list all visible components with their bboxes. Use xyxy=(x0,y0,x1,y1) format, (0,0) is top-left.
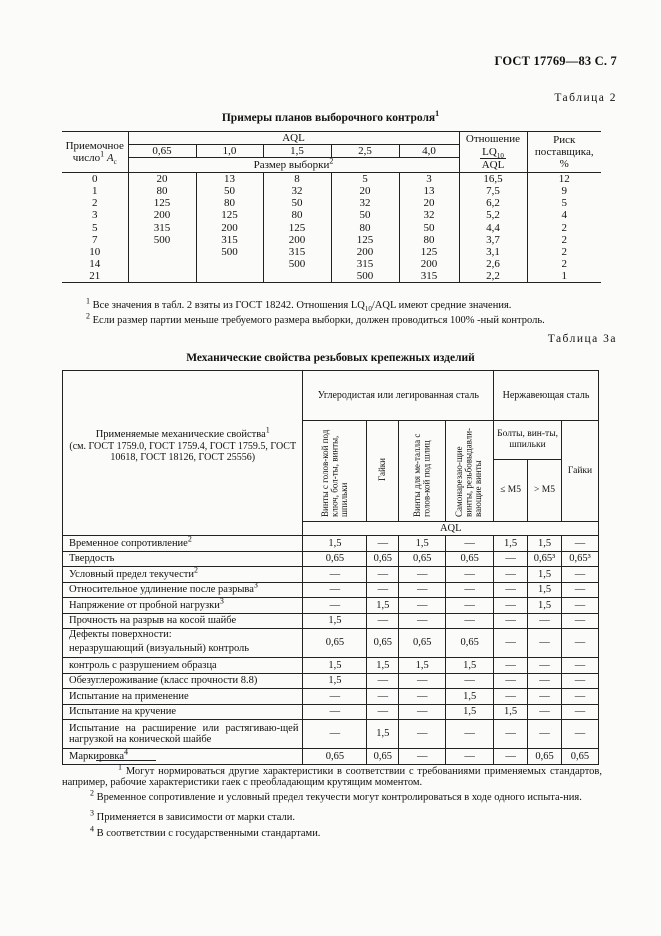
t2-cell-v: 20 xyxy=(331,185,399,197)
t2-cell-v: 500 xyxy=(331,270,399,283)
t2-cell-v: 315 xyxy=(128,222,196,234)
t3-cell: 1,5 xyxy=(494,536,528,552)
t2-aql-level: 4,0 xyxy=(399,145,459,158)
t2-row xyxy=(62,234,601,246)
t3-expansion-name xyxy=(63,720,303,749)
t3-cell: — xyxy=(367,567,399,583)
t3-cell: — xyxy=(528,689,562,705)
t3-cell: — xyxy=(446,749,494,765)
t2-cell-v: 500 xyxy=(263,258,331,270)
t3-cell: — xyxy=(494,720,528,749)
t3-col-bolts-ss: Болты, вин-ты, шпильки xyxy=(494,421,562,460)
t2-risk-l2: поставщика, xyxy=(534,146,594,159)
t3-cell: 1,5 xyxy=(303,658,367,674)
t2-accept-c: c xyxy=(113,158,117,167)
t3-cell: — xyxy=(446,673,494,689)
t2-cell-v: 32 xyxy=(331,197,399,209)
t2-cell-v xyxy=(196,258,263,270)
t3-cell: — xyxy=(303,689,367,705)
t3-cell: 0,65 xyxy=(367,749,399,765)
t3-row xyxy=(63,536,599,552)
t3-footnote-1: $^1$ Могут нормироваться другие характеристики в соответствии с требованиями применяемых стандартов, например, рабочие характеристики гаек с преобладающим крутящим моментом. xyxy=(62,762,603,788)
t3-cell: — xyxy=(528,704,562,720)
t3-cell: — xyxy=(561,658,598,674)
t3-cell: — xyxy=(561,689,598,705)
t3-col-metal-screws-text: Винты для ме-талла с голов-кой под шлиц xyxy=(411,433,432,517)
t3-row xyxy=(63,720,599,749)
t3-cell: — xyxy=(561,567,598,583)
t2-row xyxy=(62,185,601,197)
table2 xyxy=(62,131,601,283)
t2-cell-v: 80 xyxy=(399,234,459,246)
t3-row-name xyxy=(63,689,303,705)
t3-cell: — xyxy=(399,598,446,614)
table3a-title: Механические свойства резьбовых крепежных изделий xyxy=(186,352,475,364)
t3-row-name-sup: 3 xyxy=(253,580,258,590)
t3-cell: — xyxy=(446,720,494,749)
t3-col-self-tapping xyxy=(446,421,494,522)
t2-cell-risk: 9 xyxy=(527,185,601,197)
t3-row xyxy=(63,673,599,689)
t3-cell: — xyxy=(399,689,446,705)
t3-cell: — xyxy=(494,658,528,674)
t3-cell: — xyxy=(446,582,494,598)
t3-props-head-sup: 1 xyxy=(265,425,270,435)
t3-cell: — xyxy=(399,613,446,629)
t3-cell: — xyxy=(494,673,528,689)
t3-row-name-text: Испытание на расширение или растягиваю-щей нагрузкой на конической шайбе xyxy=(69,722,299,746)
t3-defects-d xyxy=(63,658,303,674)
t3-cell: — xyxy=(528,673,562,689)
t3-row xyxy=(63,567,599,583)
t2-row xyxy=(62,246,601,258)
table2-title xyxy=(0,109,661,124)
t2-cell-ac: 21 xyxy=(62,270,128,283)
t2-cell-ac: 7 xyxy=(92,233,98,246)
t3-cell: 1,5 xyxy=(446,704,494,720)
t2-cell-v: 315 xyxy=(399,270,459,283)
t3-cell: — xyxy=(494,551,528,567)
t2-cell-v: 125 xyxy=(263,222,331,234)
t3-row xyxy=(63,551,599,567)
t3-props-head-cont xyxy=(63,521,303,536)
t2-aql-level: 0,65 xyxy=(128,145,196,158)
t3-cell: — xyxy=(561,613,598,629)
t2-cell-ratio: 3,7 xyxy=(459,234,527,246)
t2-cell-v: 50 xyxy=(263,197,331,209)
t3-cell: — xyxy=(446,613,494,629)
t2-accept-a: A xyxy=(106,152,114,165)
t2-accept-head xyxy=(62,132,128,173)
t2-cell-v: 500 xyxy=(196,246,263,258)
t2-row xyxy=(62,197,601,209)
t2-cell-ac: 14 xyxy=(89,257,101,270)
t2-cell-v: 315 xyxy=(263,246,331,258)
t3-cell: — xyxy=(494,629,528,658)
t3-row-name-text: Прочность на разрыв на косой шайбе xyxy=(69,615,237,627)
t3-cell: — xyxy=(561,720,598,749)
t3-cell: 1,5 xyxy=(367,720,399,749)
t3-row xyxy=(63,689,599,705)
t3-row-name xyxy=(63,704,303,720)
t3-row-name xyxy=(63,749,303,765)
t2-cell-v: 315 xyxy=(331,258,399,270)
t3-cell: — xyxy=(446,567,494,583)
t3-col-screws xyxy=(303,421,367,522)
t2-risk-l3: % xyxy=(559,158,569,171)
t2-ratio-lq-sub: 10 xyxy=(496,151,504,160)
t3-row-name-text: Испытание на применение xyxy=(69,690,189,702)
t3-cell: 1,5 xyxy=(446,658,494,674)
t2-cell-risk: 2 xyxy=(527,258,601,270)
t2-cell-v: 80 xyxy=(331,222,399,234)
t3-row xyxy=(63,749,599,765)
t3-cell: — xyxy=(399,582,446,598)
t3-cell: 0,65 xyxy=(303,629,367,658)
t2-cell-v: 3 xyxy=(399,173,459,186)
t2-cell-ratio: 5,2 xyxy=(459,209,527,221)
table2-title-sup: 1 xyxy=(435,109,440,119)
t3-cell: — xyxy=(367,582,399,598)
t3-props-head-text: Применяемые механические свойства xyxy=(95,429,266,441)
t2-cell-v xyxy=(128,258,196,270)
t3-row-name-text: Маркировка xyxy=(69,750,125,762)
t3-cell: 0,65 xyxy=(303,551,367,567)
t3-cell: — xyxy=(399,567,446,583)
t3-row-defects-head xyxy=(63,629,599,642)
t3-cell: 0,65 xyxy=(528,749,562,765)
t3-col-nuts2: Гайки xyxy=(561,421,598,522)
t3-row-name-text: Напряжение от пробной нагрузки xyxy=(69,599,220,611)
t3-row-name-text: Относительное удлинение после разрыва xyxy=(69,584,254,596)
t3-cell: 1,5 xyxy=(303,536,367,552)
t2-cell-v: 13 xyxy=(399,185,459,197)
t3-cell: — xyxy=(494,598,528,614)
t2-cell-risk: 2 xyxy=(527,222,601,234)
t3-cell: — xyxy=(528,720,562,749)
t2-cell-v: 80 xyxy=(263,209,331,221)
t2-cell-v: 5 xyxy=(331,173,399,186)
t2-ratio-lq: LQ xyxy=(482,145,497,158)
t3-props-head xyxy=(63,371,303,522)
t2-fn1-sub: 10 xyxy=(364,305,372,314)
t3-cell: — xyxy=(561,598,598,614)
t3-cell: — xyxy=(303,720,367,749)
t2-cell-ac: 5 xyxy=(92,221,98,234)
t2-risk-head xyxy=(527,132,601,173)
t2-cell-ac: 0 xyxy=(92,173,98,186)
t2-cell-v: 125 xyxy=(399,246,459,258)
t2-cell-v: 125 xyxy=(196,209,263,221)
t3-cell: 1,5 xyxy=(528,582,562,598)
t3-cell: — xyxy=(399,704,446,720)
t3-fn3-text: Применяется в зависимости от марки стали. xyxy=(96,812,295,823)
t3-cell: 1,5 xyxy=(528,536,562,552)
t3-cell: — xyxy=(367,613,399,629)
footnote-rule xyxy=(96,760,156,761)
t3-cell: — xyxy=(494,582,528,598)
t3-cell: 1,5 xyxy=(528,598,562,614)
t3-col-screws-text: Винты с голов-кой под ключ, бол-ты, винты, шпильки xyxy=(319,429,349,517)
t3-fn1-text: Могут нормироваться другие характеристики в соответствии с требованиями применяемых стандартов, например, рабочие характеристики гаек с преобладающим крутящим моментом. xyxy=(62,766,603,788)
t2-cell-risk: 5 xyxy=(527,197,601,209)
t3-row xyxy=(63,598,599,614)
t3-cell: — xyxy=(399,749,446,765)
t3-row-name-text: Твердость xyxy=(69,553,115,565)
t2-cell-ac: 1 xyxy=(92,185,98,198)
t3-col-metal-screws xyxy=(399,421,446,522)
t2-accept-l1: Приемочное xyxy=(65,140,124,152)
t3-cell: — xyxy=(367,704,399,720)
t2-cell-v: 50 xyxy=(399,222,459,234)
t3-row xyxy=(63,658,599,674)
t3-cell: — xyxy=(446,536,494,552)
t2-cell-ratio: 7,5 xyxy=(459,185,527,197)
t3-fn4-text: В соответствии с государственными стандартами. xyxy=(96,828,321,839)
t3-cell: — xyxy=(367,536,399,552)
table3a xyxy=(62,370,599,765)
t3-props-ref: (см. ГОСТ 1759.0, ГОСТ 1759.4, ГОСТ 1759.5, ГОСТ 10618, ГОСТ 18126, ГОСТ 25556) xyxy=(69,440,297,463)
t3-cell: — xyxy=(446,598,494,614)
t3-col-nuts1-text: Гайки xyxy=(377,457,388,481)
t2-row xyxy=(62,222,601,234)
t2-fn1-end: /AQL имеют средние значения. xyxy=(371,300,512,311)
t2-cell-v: 125 xyxy=(128,197,196,209)
t3-col-le-m5: ≤ M5 xyxy=(494,459,528,521)
t3-cell: — xyxy=(561,673,598,689)
t3-cell: 0,65³ xyxy=(561,551,598,567)
t3-row-name-text: Обезуглероживание (класс прочности 8.8) xyxy=(69,675,258,687)
t2-cell-v: 200 xyxy=(399,258,459,270)
t2-cell-ac: 10 xyxy=(89,245,101,258)
t3-row-name-text: Испытание на кручение xyxy=(69,706,177,718)
t2-cell-risk: 2 xyxy=(527,246,601,258)
t2-sample-size-sup: 2 xyxy=(329,156,334,166)
t2-cell-v xyxy=(128,270,196,283)
t2-row xyxy=(62,209,601,221)
t3-cell: — xyxy=(399,720,446,749)
t3-row-name xyxy=(63,673,303,689)
t3-footnote-4: $^4$ В соответствии с государственными стандартами. xyxy=(90,824,321,839)
t3-cell: — xyxy=(494,613,528,629)
t2-ratio-title: Отношение xyxy=(465,133,521,146)
t2-cell-ratio: 4,4 xyxy=(459,222,527,234)
t2-cell-v: 125 xyxy=(331,234,399,246)
t3-fn2-text: Временное сопротивление и условный предел текучести могут контролироваться в ходе одного испыта-ния. xyxy=(96,792,582,803)
t2-footnote-2: $^2$ Если размер партии меньше требуемого размера выборки, должен проводиться 100% -ный контроль. xyxy=(86,311,545,326)
t2-cell-ratio: 2,6 xyxy=(459,258,527,270)
t3-cell: — xyxy=(528,613,562,629)
t3-row-name xyxy=(63,613,303,629)
t2-cell-v: 200 xyxy=(128,209,196,221)
t3-cell: — xyxy=(494,567,528,583)
t2-aql-level: 2,5 xyxy=(331,145,399,158)
t3-col-gt-m5: > M5 xyxy=(528,459,562,521)
t2-footnote-1: $^1$ Все значения в табл. 2 взяты из ГОСТ 18242. Отношения $LQ_{10}$/AQL имеют средние значения. xyxy=(86,296,512,314)
t2-sample-size xyxy=(128,158,459,173)
t2-fn2-text: Если размер партии меньше требуемого размера выборки, должен проводиться 100% -ный контроль. xyxy=(92,315,545,326)
t2-cell-v: 80 xyxy=(196,197,263,209)
t3-cell: — xyxy=(561,582,598,598)
t2-cell-risk: 2 xyxy=(527,234,601,246)
t3-aql-head: AQL xyxy=(303,521,599,536)
t2-cell-ac: 2 xyxy=(92,197,98,210)
t2-cell-v: 20 xyxy=(399,197,459,209)
t2-cell-ac: 3 xyxy=(92,209,98,222)
t2-row xyxy=(62,258,601,270)
t2-cell-risk: 12 xyxy=(527,173,601,186)
table2-label: Таблица 2 xyxy=(554,92,617,104)
t2-row xyxy=(62,270,601,283)
t3-footnote-3: $^3$ Применяется в зависимости от марки стали. xyxy=(90,808,295,823)
t3-carbon-steel: Углеродистая или легированная сталь xyxy=(303,371,494,421)
t2-cell-v: 80 xyxy=(128,185,196,197)
t3-row-name xyxy=(63,598,303,614)
t3-cell: — xyxy=(399,673,446,689)
t2-cell-v xyxy=(263,270,331,283)
t3-row-name-text: контроль с разрушением образца xyxy=(69,659,217,671)
t2-cell-ratio: 6,2 xyxy=(459,197,527,209)
t2-aql-level: 1,0 xyxy=(196,145,263,158)
t3-cell: 1,5 xyxy=(367,658,399,674)
t3-row-name-text: Условный предел текучести xyxy=(69,568,194,580)
t3-cell: 0,65 xyxy=(399,629,446,658)
t3-defects-nd: неразрушающий (визуальный) контроль xyxy=(63,641,303,658)
t3-cell: — xyxy=(303,567,367,583)
t2-cell-risk: 1 xyxy=(527,270,601,283)
t2-aql-level: 1,5 xyxy=(263,145,331,158)
t2-ratio-aql: AQL xyxy=(481,158,505,171)
t2-cell-v: 200 xyxy=(196,222,263,234)
t2-ratio-head xyxy=(459,132,527,173)
t2-cell-v: 50 xyxy=(196,185,263,197)
t3-cell: 0,65³ xyxy=(528,551,562,567)
t2-accept-sup: 1 xyxy=(100,149,105,159)
t3-row-name xyxy=(63,551,303,567)
t3-row-name-text: Временное сопротивление xyxy=(69,537,188,549)
t2-cell-v: 20 xyxy=(128,173,196,186)
t3-cell: — xyxy=(561,629,598,658)
t2-cell-v xyxy=(196,270,263,283)
t3-cell: — xyxy=(528,629,562,658)
t3-cell: 1,5 xyxy=(399,536,446,552)
t2-cell-v: 32 xyxy=(263,185,331,197)
t2-cell-risk: 4 xyxy=(527,209,601,221)
t3-col-self-tapping-text: Самонарезаю-щие винты, резьбовыдавли-вающие винты xyxy=(454,427,484,517)
t2-cell-v: 200 xyxy=(331,246,399,258)
t3-defects-head: Дефекты поверхности: xyxy=(63,629,303,642)
t2-cell-ratio: 3,1 xyxy=(459,246,527,258)
table2-title-text: Примеры планов выборочного контроля xyxy=(221,112,436,124)
t2-cell-v xyxy=(128,246,196,258)
t3-cell: — xyxy=(528,658,562,674)
t3-row xyxy=(63,582,599,598)
t2-cell-v: 200 xyxy=(263,234,331,246)
t2-cell-v: 13 xyxy=(196,173,263,186)
t2-sample-size-text: Размер выборки xyxy=(253,159,330,172)
t3-row xyxy=(63,613,599,629)
t2-cell-ratio: 16,5 xyxy=(459,173,527,186)
t3-cell: 1,5 xyxy=(446,689,494,705)
t3-cell: — xyxy=(367,673,399,689)
t3-col-nuts1 xyxy=(367,421,399,522)
t2-cell-v: 315 xyxy=(196,234,263,246)
table3a-label: Таблица 3а xyxy=(547,333,617,345)
t3-cell: — xyxy=(303,598,367,614)
t3-row-name-sup: 2 xyxy=(187,534,192,544)
t3-row-name xyxy=(63,536,303,552)
t3-footnote-2: $^2$ Временное сопротивление и условный предел текучести могут контролироваться в ходе одного испыта-ния. xyxy=(90,788,582,803)
t3-cell: — xyxy=(494,749,528,765)
t3-cell: — xyxy=(303,582,367,598)
t2-cell-v: 32 xyxy=(399,209,459,221)
t3-cell: 0,65 xyxy=(446,629,494,658)
t3-cell: 1,5 xyxy=(303,673,367,689)
t2-cell-v: 8 xyxy=(263,173,331,186)
t3-cell: 1,5 xyxy=(399,658,446,674)
t2-cell-ratio: 2,2 xyxy=(459,270,527,283)
t3-cell: 0,65 xyxy=(561,749,598,765)
t3-cell: 1,5 xyxy=(528,567,562,583)
t3-row-name-sup: 4 xyxy=(124,747,129,757)
t3-row xyxy=(63,704,599,720)
t3-cell: — xyxy=(303,704,367,720)
t3-cell: 0,65 xyxy=(446,551,494,567)
t2-row xyxy=(62,173,601,186)
t3-cell: 0,65 xyxy=(303,749,367,765)
t3-cell: — xyxy=(561,704,598,720)
t3-cell: 0,65 xyxy=(367,551,399,567)
t2-aql-head: AQL xyxy=(128,132,459,145)
t3-cell: — xyxy=(561,536,598,552)
t3-cell: — xyxy=(367,689,399,705)
t3-row-name-sup: 3 xyxy=(219,596,224,606)
t3-cell: 1,5 xyxy=(494,704,528,720)
t2-cell-v: 50 xyxy=(331,209,399,221)
t3-stainless-steel: Нержавеющая сталь xyxy=(494,371,599,421)
t3-cell: 1,5 xyxy=(303,613,367,629)
t3-cell: — xyxy=(494,689,528,705)
t2-fn1-text: Все значения в табл. 2 взяты из ГОСТ 18242. Отношения LQ xyxy=(92,300,365,311)
t3-row-name-sup: 2 xyxy=(193,565,198,575)
t3-cell: 0,65 xyxy=(399,551,446,567)
t2-accept-l2: число xyxy=(72,152,101,165)
t2-risk-l1: Риск xyxy=(553,133,576,146)
t3-cell: 0,65 xyxy=(367,629,399,658)
t3-row-name xyxy=(63,567,303,583)
t3-cell: 1,5 xyxy=(367,598,399,614)
page-header: ГОСТ 17769—83 С. 7 xyxy=(494,54,617,68)
t2-cell-v: 500 xyxy=(128,234,196,246)
t3-row-name xyxy=(63,582,303,598)
